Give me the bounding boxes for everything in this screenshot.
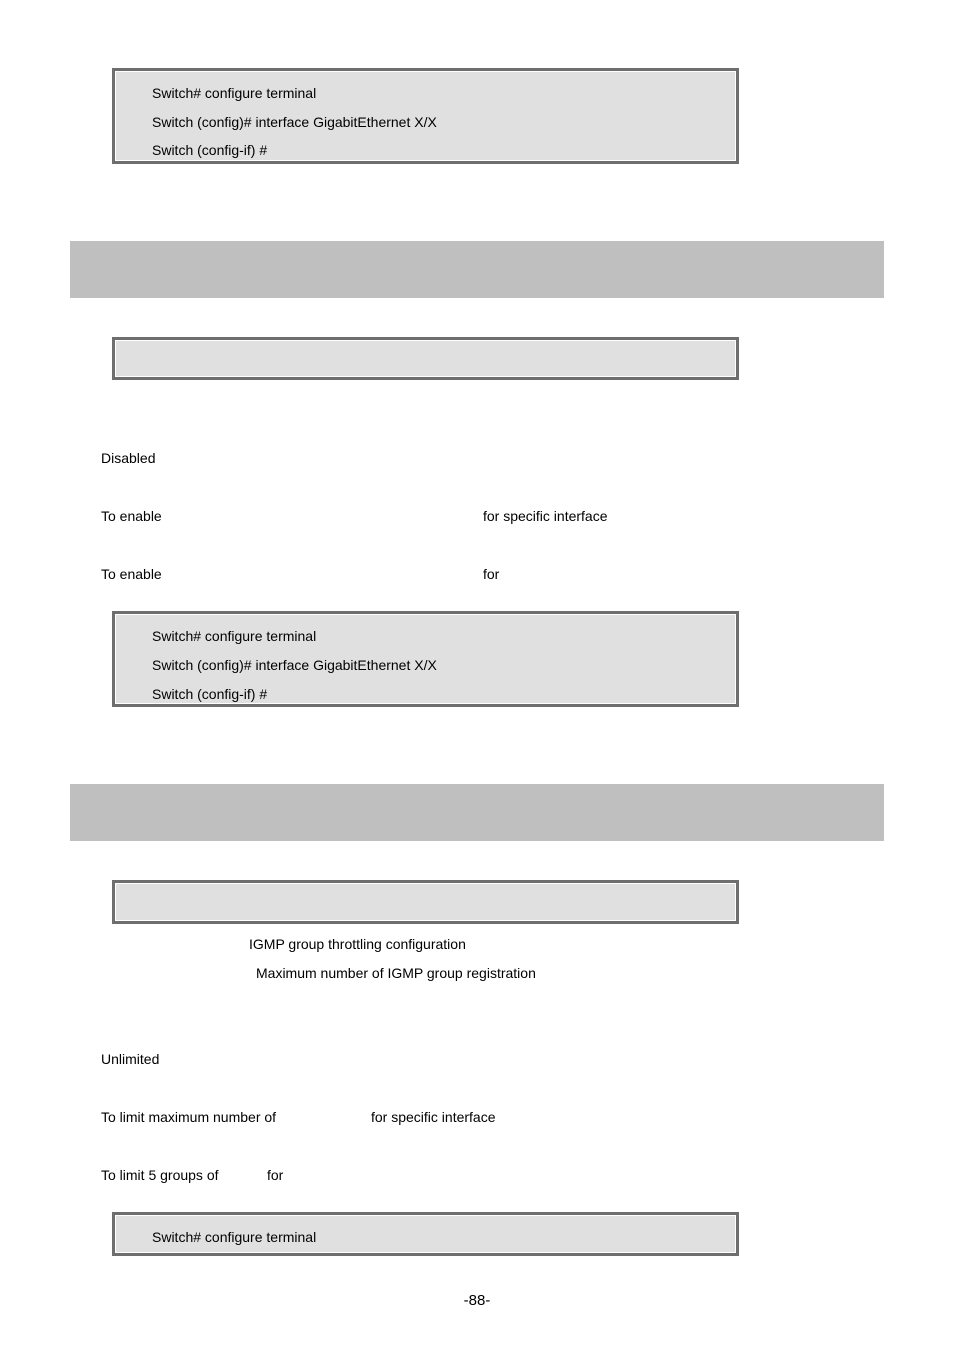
code-line: Switch# configure terminal: [152, 628, 317, 644]
usage-text-prefix: To limit maximum number of: [101, 1109, 277, 1125]
section-heading-bar: [70, 784, 884, 841]
example-text-suffix: for: [483, 566, 500, 582]
code-line: Switch# configure terminal: [152, 85, 317, 101]
command-syntax-box: [112, 880, 739, 924]
default-value: Unlimited: [101, 1051, 160, 1067]
example-text-prefix: To limit 5 groups of: [101, 1167, 219, 1183]
parameter-description: IGMP group throttling configuration: [249, 936, 466, 952]
example-text-prefix: To enable: [101, 566, 162, 582]
code-line: Switch (config)# interface GigabitEthernet X/X: [152, 657, 437, 673]
code-line: Switch (config-if) #: [152, 686, 268, 702]
code-line: Switch (config)# interface GigabitEthernet X/X: [152, 114, 437, 130]
page-number: -88-: [463, 1292, 491, 1309]
code-block: [112, 68, 739, 164]
usage-text-suffix: for specific interface: [483, 508, 608, 524]
example-text-suffix: for: [267, 1167, 284, 1183]
code-line: Switch (config-if) #: [152, 142, 268, 158]
usage-text-suffix: for specific interface: [371, 1109, 496, 1125]
code-block: [112, 611, 739, 707]
code-line: Switch# configure terminal: [152, 1229, 317, 1245]
default-value: Disabled: [101, 450, 156, 466]
parameter-description: Maximum number of IGMP group registration: [256, 965, 536, 981]
command-syntax-box: [112, 337, 739, 380]
code-block: [112, 1212, 739, 1256]
usage-text-prefix: To enable: [101, 508, 162, 524]
section-heading-bar: [70, 241, 884, 298]
